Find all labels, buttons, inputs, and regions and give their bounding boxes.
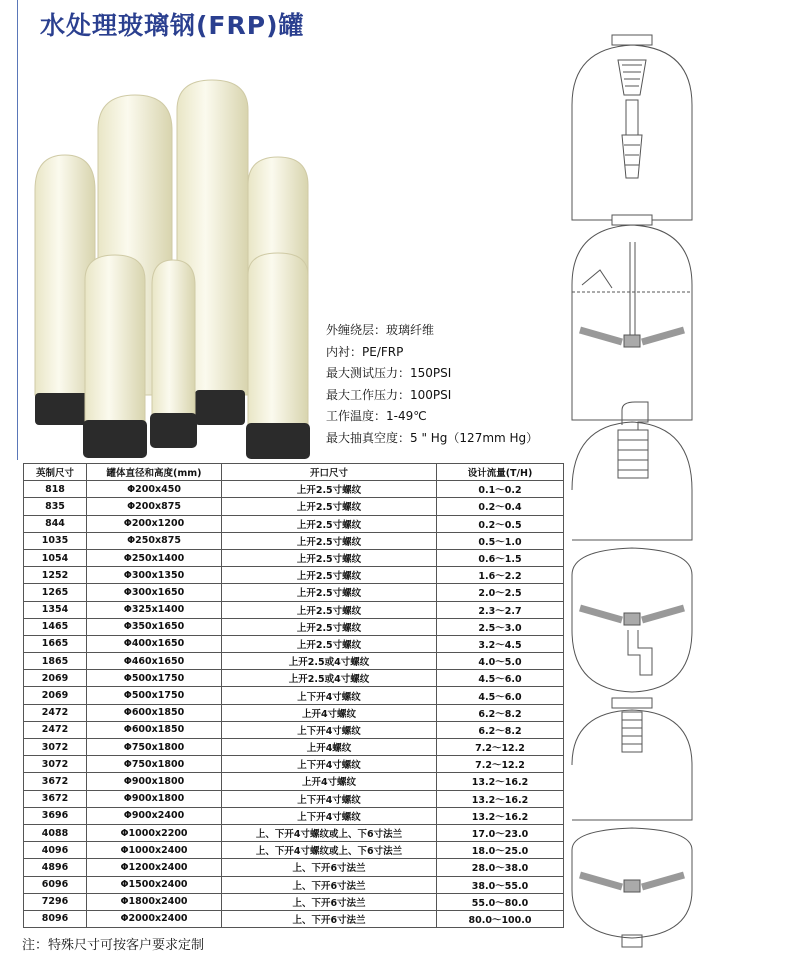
table-row	[24, 653, 564, 670]
tank-diagrams	[560, 30, 790, 955]
cell-flow: 0.6～1.5	[437, 549, 564, 566]
cell-size: 1665	[24, 635, 87, 652]
cell-flow: 18.0～25.0	[437, 842, 564, 859]
spec-max-work-pressure: 最大工作压力：100PSI	[326, 387, 452, 402]
cell-dimension: Φ1000x2200	[87, 824, 222, 841]
cell-opening: 上开2.5寸螺纹	[222, 515, 437, 532]
table-row	[24, 824, 564, 841]
cell-dimension: Φ750x1800	[87, 739, 222, 756]
table-row	[24, 739, 564, 756]
cell-opening: 上开2.5寸螺纹	[222, 532, 437, 549]
cell-opening: 上下开4寸螺纹	[222, 721, 437, 738]
table-row	[24, 601, 564, 618]
cell-dimension: Φ300x1350	[87, 567, 222, 584]
cell-flow: 13.2～16.2	[437, 773, 564, 790]
cell-opening: 上开4螺纹	[222, 739, 437, 756]
cell-size: 7296	[24, 893, 87, 910]
cell-size: 3072	[24, 739, 87, 756]
cell-size: 1035	[24, 532, 87, 549]
cell-flow: 13.2～16.2	[437, 807, 564, 824]
table-row	[24, 893, 564, 910]
table-row	[24, 790, 564, 807]
table-row	[24, 618, 564, 635]
spec-table	[23, 463, 564, 928]
cell-flow: 2.0～2.5	[437, 584, 564, 601]
cell-size: 2472	[24, 704, 87, 721]
cell-dimension: Φ500x1750	[87, 670, 222, 687]
cell-opening: 上开2.5或4寸螺纹	[222, 670, 437, 687]
cell-opening: 上、下开4寸螺纹或上、下6寸法兰	[222, 842, 437, 859]
cell-size: 8096	[24, 910, 87, 927]
cell-opening: 上开2.5寸螺纹	[222, 498, 437, 515]
cell-opening: 上、下开6寸法兰	[222, 910, 437, 927]
diagram-bottom-flange	[572, 828, 692, 947]
cell-flow: 17.0～23.0	[437, 824, 564, 841]
cell-dimension: Φ200x450	[87, 481, 222, 498]
cell-dimension: Φ460x1650	[87, 653, 222, 670]
cell-flow: 13.2～16.2	[437, 790, 564, 807]
cell-dimension: Φ300x1650	[87, 584, 222, 601]
table-row	[24, 773, 564, 790]
cell-size: 2472	[24, 721, 87, 738]
table-row	[24, 635, 564, 652]
cell-dimension: Φ2000x2400	[87, 910, 222, 927]
cell-size: 3696	[24, 807, 87, 824]
page-title: 水处理玻璃钢(FRP)罐	[40, 11, 305, 40]
table-row	[24, 549, 564, 566]
cell-flow: 6.2～8.2	[437, 721, 564, 738]
cell-dimension: Φ250x1400	[87, 549, 222, 566]
table-row	[24, 842, 564, 859]
diagram-top-elbow	[572, 402, 692, 540]
cell-size: 4096	[24, 842, 87, 859]
cell-dimension: Φ325x1400	[87, 601, 222, 618]
table-row	[24, 584, 564, 601]
cell-opening: 上开2.5寸螺纹	[222, 618, 437, 635]
cell-opening: 上开2.5寸螺纹	[222, 635, 437, 652]
tanks-photo	[20, 75, 320, 465]
cell-size: 1865	[24, 653, 87, 670]
spec-outer-layer: 外缠绕层：玻璃纤维	[326, 323, 435, 337]
cell-dimension: Φ600x1850	[87, 721, 222, 738]
table-row	[24, 532, 564, 549]
cell-dimension: Φ900x1800	[87, 790, 222, 807]
table-row	[24, 481, 564, 498]
diagram-center-pipe	[572, 215, 692, 420]
spec-liner: 内衬：PE/FRP	[326, 344, 404, 359]
cell-flow: 80.0～100.0	[437, 910, 564, 927]
cell-dimension: Φ200x1200	[87, 515, 222, 532]
table-header-row	[24, 464, 564, 481]
table-row	[24, 859, 564, 876]
cell-size: 3072	[24, 756, 87, 773]
cell-flow: 7.2～12.2	[437, 756, 564, 773]
cell-flow: 0.2～0.4	[437, 498, 564, 515]
cell-opening: 上下开4寸螺纹	[222, 790, 437, 807]
tank-front-left	[83, 255, 147, 458]
table-row	[24, 687, 564, 704]
cell-dimension: Φ500x1750	[87, 687, 222, 704]
cell-flow: 2.3～2.7	[437, 601, 564, 618]
cell-dimension: Φ1800x2400	[87, 893, 222, 910]
cell-opening: 上开2.5寸螺纹	[222, 601, 437, 618]
cell-size: 1265	[24, 584, 87, 601]
spec-max-vacuum: 最大抽真空度：5 " Hg（127mm Hg）	[326, 430, 539, 445]
diagram-top-distributor	[572, 35, 692, 220]
cell-flow: 1.6～2.2	[437, 567, 564, 584]
cell-opening: 上、下开6寸法兰	[222, 893, 437, 910]
cell-opening: 上、下开6寸法兰	[222, 859, 437, 876]
table-row	[24, 670, 564, 687]
table-row	[24, 498, 564, 515]
cell-dimension: Φ1000x2400	[87, 842, 222, 859]
cell-size: 4088	[24, 824, 87, 841]
cell-flow: 7.2～12.2	[437, 739, 564, 756]
cell-size: 835	[24, 498, 87, 515]
footnote: 注：特殊尺寸可按客户要求定制	[22, 938, 205, 953]
table-row	[24, 721, 564, 738]
header-opening: 开口尺寸	[222, 464, 437, 481]
cell-flow: 0.5～1.0	[437, 532, 564, 549]
cell-dimension: Φ1200x2400	[87, 859, 222, 876]
cell-flow: 4.0～5.0	[437, 653, 564, 670]
cell-dimension: Φ600x1850	[87, 704, 222, 721]
cell-flow: 38.0～55.0	[437, 876, 564, 893]
cell-opening: 上开4寸螺纹	[222, 704, 437, 721]
cell-size: 1465	[24, 618, 87, 635]
table-row	[24, 567, 564, 584]
cell-opening: 上、下开6寸法兰	[222, 876, 437, 893]
spec-max-test-pressure: 最大测试压力：150PSI	[326, 366, 452, 380]
table-row	[24, 807, 564, 824]
table-row	[24, 876, 564, 893]
cell-flow: 55.0～80.0	[437, 893, 564, 910]
cell-flow: 2.5～3.0	[437, 618, 564, 635]
table-row	[24, 910, 564, 927]
cell-opening: 上下开4寸螺纹	[222, 687, 437, 704]
table-row	[24, 756, 564, 773]
cell-size: 3672	[24, 773, 87, 790]
cell-dimension: Φ200x875	[87, 498, 222, 515]
cell-dimension: Φ350x1650	[87, 618, 222, 635]
cell-size: 1354	[24, 601, 87, 618]
cell-opening: 上开2.5寸螺纹	[222, 481, 437, 498]
cell-opening: 上下开4寸螺纹	[222, 807, 437, 824]
tank-front-mid	[150, 260, 197, 448]
cell-dimension: Φ750x1800	[87, 756, 222, 773]
cell-flow: 28.0～38.0	[437, 859, 564, 876]
cell-opening: 上开2.5寸螺纹	[222, 584, 437, 601]
cell-size: 1054	[24, 549, 87, 566]
cell-size: 4896	[24, 859, 87, 876]
cell-size: 818	[24, 481, 87, 498]
specs-list	[326, 320, 538, 449]
spec-work-temp: 工作温度：1-49℃	[326, 409, 427, 423]
cell-size: 6096	[24, 876, 87, 893]
cell-size: 1252	[24, 567, 87, 584]
cell-flow: 6.2～8.2	[437, 704, 564, 721]
diagram-top-threaded	[572, 698, 692, 820]
cell-opening: 上开4寸螺纹	[222, 773, 437, 790]
cell-size: 3672	[24, 790, 87, 807]
header-dimension: 罐体直径和高度(mm)	[87, 464, 222, 481]
header-size: 英制尺寸	[24, 464, 87, 481]
cell-size: 2069	[24, 670, 87, 687]
cell-flow: 4.5～6.0	[437, 687, 564, 704]
cell-size: 2069	[24, 687, 87, 704]
cell-dimension: Φ900x2400	[87, 807, 222, 824]
table-row	[24, 515, 564, 532]
cell-opening: 上开2.5寸螺纹	[222, 567, 437, 584]
diagram-bottom-laterals	[572, 548, 692, 692]
cell-size: 844	[24, 515, 87, 532]
header-flow: 设计流量(T/H)	[437, 464, 564, 481]
cell-flow: 3.2～4.5	[437, 635, 564, 652]
cell-flow: 0.1～0.2	[437, 481, 564, 498]
cell-flow: 0.2～0.5	[437, 515, 564, 532]
cell-opening: 上下开4寸螺纹	[222, 756, 437, 773]
cell-dimension: Φ1500x2400	[87, 876, 222, 893]
cell-dimension: Φ400x1650	[87, 635, 222, 652]
left-rule	[17, 0, 18, 460]
cell-dimension: Φ250x875	[87, 532, 222, 549]
table-row	[24, 704, 564, 721]
cell-flow: 4.5～6.0	[437, 670, 564, 687]
cell-dimension: Φ900x1800	[87, 773, 222, 790]
cell-opening: 上开2.5或4寸螺纹	[222, 653, 437, 670]
tank-front-right	[246, 253, 310, 459]
cell-opening: 上、下开4寸螺纹或上、下6寸法兰	[222, 824, 437, 841]
cell-opening: 上开2.5寸螺纹	[222, 549, 437, 566]
